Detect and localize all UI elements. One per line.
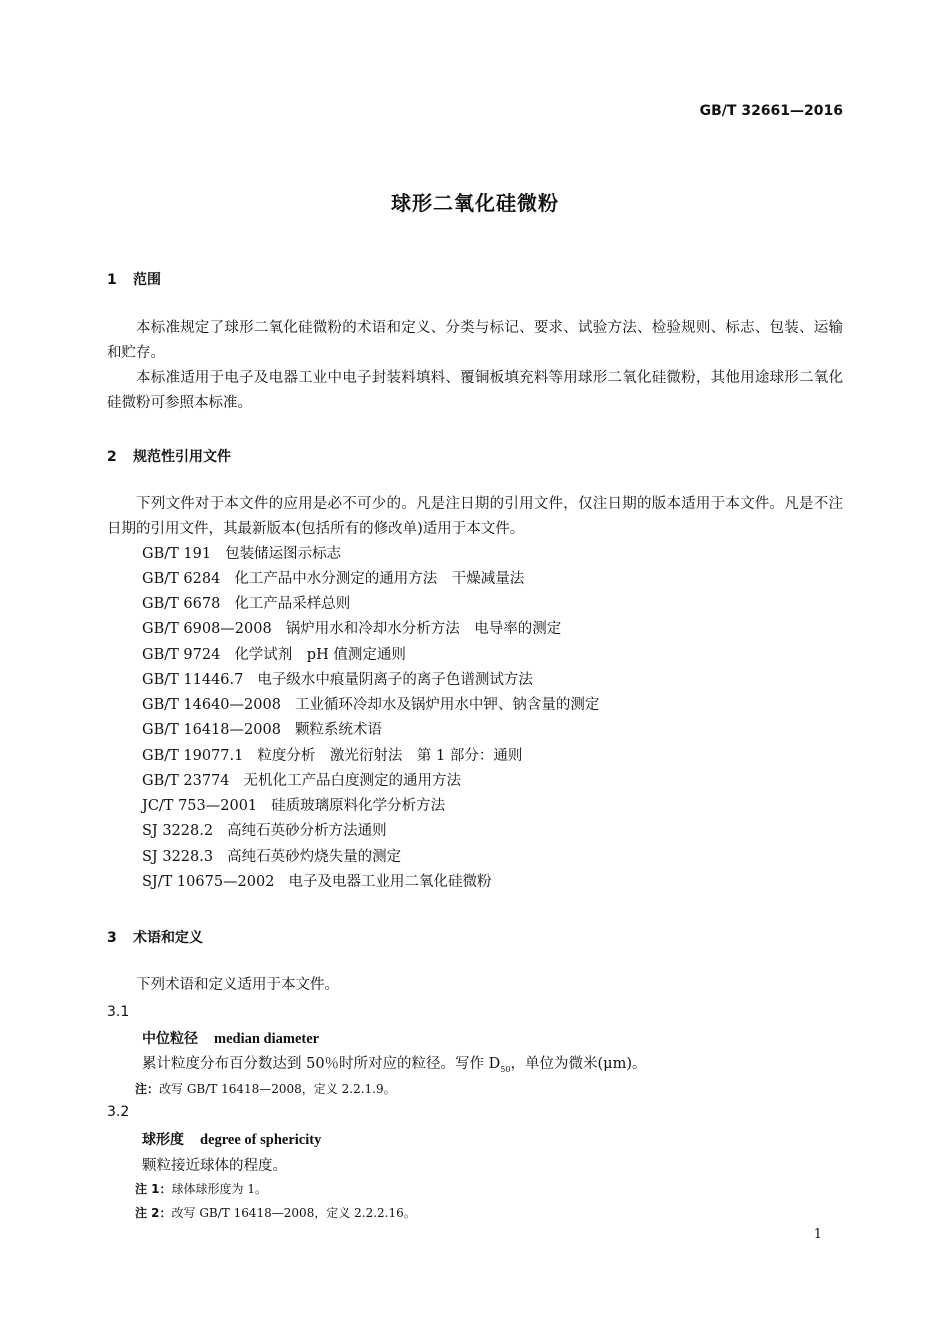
section-number: 3	[107, 930, 117, 946]
reference-title: 高纯石英砂分析方法通则	[227, 823, 387, 839]
reference-item	[142, 769, 461, 794]
reference-code: GB/T 9724	[142, 647, 221, 663]
reference-title: 锅炉用水和冷却水分析方法 电导率的测定	[285, 621, 562, 637]
section-heading-normative-references	[107, 446, 231, 466]
reference-item	[142, 643, 406, 668]
reference-title: 化工产品采样总则	[234, 596, 351, 612]
term-note: 注 2：改写 GB/T 16418—2008，定义 2.2.2.16。	[135, 1206, 416, 1220]
section-heading-terms-definitions	[107, 927, 203, 947]
section-heading-scope	[107, 269, 161, 289]
reference-code: GB/T 11446.7	[142, 672, 244, 688]
reference-title: 化工产品中水分测定的通用方法 干燥减量法	[234, 571, 525, 587]
section-title: 范围	[133, 272, 161, 288]
reference-item	[142, 794, 445, 819]
reference-title: 包装储运图示标志	[225, 546, 342, 562]
reference-item	[142, 718, 382, 743]
term-zh: 中位粒径	[142, 1031, 198, 1047]
reference-title: 无机化工产品白度测定的通用方法	[243, 773, 462, 789]
reference-title: 高纯石英砂灼烧失量的测定	[227, 849, 402, 865]
reference-title: 颗粒系统术语	[294, 722, 382, 738]
reference-item	[142, 617, 561, 642]
reference-item	[142, 744, 522, 769]
term-number: 3.1	[107, 1004, 130, 1020]
paragraph: 下列文件对于本文件的应用是必不可少的。凡是注日期的引用文件，仅注日期的版本适用于本文件。凡是不注日期的引用文件，其最新版本(包括所有的修改单)适用于本文件。	[107, 496, 843, 537]
term-en: degree of sphericity	[200, 1132, 322, 1148]
reference-code: GB/T 191	[142, 546, 212, 562]
reference-code: SJ/T 10675—2002	[142, 874, 275, 890]
reference-code: GB/T 16418—2008	[142, 722, 281, 738]
term-note: 注：改写 GB/T 16418—2008，定义 2.2.1.9。	[135, 1082, 396, 1096]
section-number: 1	[107, 272, 117, 288]
paragraph: 下列术语和定义适用于本文件。	[136, 977, 339, 993]
term-heading	[142, 1129, 321, 1149]
reference-item	[142, 693, 599, 718]
term-definition: 颗粒接近球体的程度。	[142, 1158, 287, 1174]
reference-code: JC/T 753—2001	[142, 798, 258, 814]
paragraph: 本标准适用于电子及电器工业中电子封装料填料、覆铜板填充料等用球形二氧化硅微粉，其他用途球形二氧化硅微粉可参照本标准。	[107, 370, 843, 411]
paragraph: 本标准规定了球形二氧化硅微粉的术语和定义、分类与标记、要求、试验方法、检验规则、标志、包装、运输和贮存。	[107, 320, 843, 361]
reference-title: 工业循环冷却水及锅炉用水中钾、钠含量的测定	[294, 697, 600, 713]
term-en: median diameter	[214, 1031, 320, 1047]
term-number: 3.2	[107, 1104, 130, 1120]
reference-item	[142, 870, 491, 895]
reference-code: SJ 3228.3	[142, 849, 214, 865]
reference-title: 电子级水中痕量阴离子的离子色谱测试方法	[257, 672, 533, 688]
section-number: 2	[107, 449, 117, 465]
reference-code: GB/T 23774	[142, 773, 230, 789]
reference-item	[142, 567, 524, 592]
page-number: 1	[813, 1227, 822, 1242]
reference-code: GB/T 6678	[142, 596, 221, 612]
reference-code: SJ 3228.2	[142, 823, 214, 839]
section-title: 规范性引用文件	[133, 449, 231, 465]
reference-code: GB/T 14640—2008	[142, 697, 281, 713]
reference-item	[142, 668, 533, 693]
reference-title: 化学试剂 pH 值测定通则	[234, 647, 406, 663]
term-definition: 累计粒度分布百分数达到 50％时所对应的粒径。写作 $D_{50}$，单位为微米(μm)。	[142, 1056, 647, 1074]
reference-item	[142, 542, 341, 567]
document-title: 球形二氧化硅微粉	[391, 191, 559, 215]
term-zh: 球形度	[142, 1132, 184, 1148]
reference-title: 粒度分析 激光衍射法 第 1 部分：通则	[257, 748, 523, 764]
reference-title: 硅质玻璃原料化学分析方法	[271, 798, 446, 814]
reference-code: GB/T 19077.1	[142, 748, 244, 764]
reference-title: 电子及电器工业用二氧化硅微粉	[288, 874, 492, 890]
reference-code: GB/T 6284	[142, 571, 221, 587]
reference-item	[142, 819, 387, 844]
standard-code: GB/T 32661—2016	[699, 103, 843, 119]
reference-item	[142, 592, 350, 617]
term-heading	[142, 1028, 319, 1048]
section-title: 术语和定义	[133, 930, 203, 946]
reference-item	[142, 845, 401, 870]
term-note: 注 1：球体球形度为 1。	[135, 1182, 267, 1196]
reference-code: GB/T 6908—2008	[142, 621, 272, 637]
